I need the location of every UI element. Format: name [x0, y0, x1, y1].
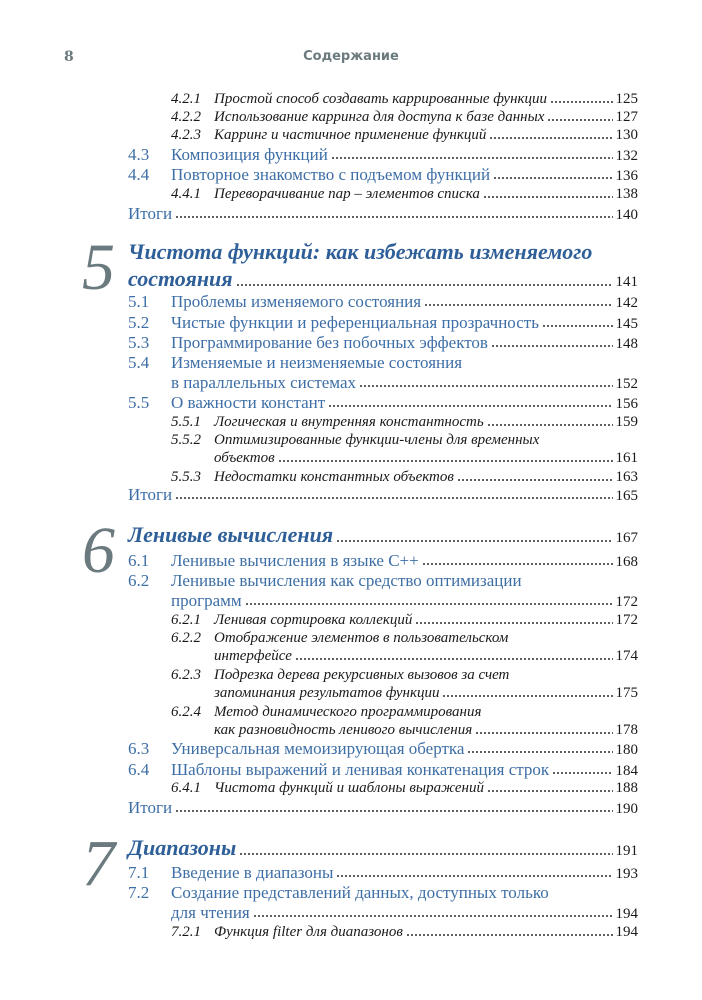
entry-title: Чистота функций и шаблоны выражений	[214, 780, 484, 796]
entry-title: Подрезка дерева рекурсивных вызовов за счет	[214, 667, 510, 683]
entry-title: Метод динамического программирования	[214, 704, 482, 720]
entry-title: Проблемы изменяемого состояния	[171, 292, 422, 311]
dot-leader	[491, 344, 613, 348]
page-ref: 140	[615, 207, 638, 223]
page-ref: 193	[615, 866, 638, 882]
entry-title: Итоги	[128, 798, 173, 817]
section-number: 5.1	[128, 292, 150, 311]
page-ref: 161	[615, 450, 638, 466]
section-number: 6.1	[128, 551, 150, 570]
page-ref: 163	[615, 469, 638, 485]
page-ref: 152	[615, 376, 638, 392]
toc-entry[interactable]	[171, 184, 638, 204]
entry-title: Изменяемые и неизменяемые состояния	[171, 353, 463, 372]
dot-leader	[245, 602, 613, 606]
dot-leader	[483, 195, 613, 199]
section-number: 6.3	[128, 739, 150, 758]
chapter-number: 6	[82, 514, 115, 587]
toc-entry[interactable]	[171, 628, 509, 648]
summary-entry[interactable]	[128, 204, 638, 224]
section-number: 4.4	[128, 165, 150, 184]
toc-entry[interactable]	[128, 292, 638, 312]
page-ref: 168	[615, 554, 638, 570]
page-ref: 194	[615, 924, 638, 940]
entry-title: объектов	[214, 450, 275, 466]
toc-entry[interactable]	[171, 89, 638, 109]
chapter-number: 5	[82, 231, 115, 304]
page-ref: 138	[615, 186, 638, 202]
section-number: 5.2	[128, 313, 150, 332]
page-ref: 142	[615, 295, 638, 311]
entry-title: Чистота функций: как избежать изменяемого	[128, 239, 593, 264]
toc-entry[interactable]	[171, 903, 638, 923]
dot-leader	[236, 283, 613, 287]
entry-title: Ленивые вычисления как средство оптимизации	[171, 571, 522, 590]
dot-leader	[415, 621, 612, 625]
toc-entry[interactable]	[128, 333, 638, 353]
entry-title: состояния	[128, 266, 233, 291]
entry-title: запоминания результатов функции	[214, 685, 440, 701]
section-number: 5.4	[128, 353, 150, 372]
section-number: 5.5	[128, 393, 150, 412]
page-ref: 159	[615, 414, 638, 430]
entry-title: Итоги	[128, 485, 173, 504]
toc-entry[interactable]	[128, 313, 638, 333]
page-ref: 141	[615, 274, 638, 290]
dot-leader	[359, 384, 613, 388]
entry-title: Ленивая сортировка коллекций	[214, 612, 413, 628]
section-number: 5.5.2	[171, 432, 201, 448]
dot-leader	[331, 156, 613, 160]
page-ref: 136	[615, 168, 638, 184]
dot-leader	[175, 215, 612, 219]
page-ref: 145	[615, 316, 638, 332]
page-ref: 188	[615, 780, 638, 796]
page-ref: 180	[615, 742, 638, 758]
toc-entry[interactable]	[171, 430, 540, 450]
section-number: 6.4.1	[171, 780, 201, 796]
page-ref: 130	[615, 127, 638, 143]
toc-entry[interactable]	[214, 720, 638, 740]
entry-title: Программирование без побочных эффектов	[171, 333, 488, 352]
entry-title: Недостатки константных объектов	[214, 469, 454, 485]
entry-title: для чтения	[171, 903, 250, 922]
section-number: 5.3	[128, 333, 150, 352]
toc-entry[interactable]	[128, 353, 463, 373]
dot-leader	[336, 874, 612, 878]
section-number: 6.2	[128, 571, 150, 590]
toc-entry[interactable]	[128, 165, 638, 185]
dot-leader	[550, 100, 612, 104]
section-number: 6.2.4	[171, 704, 201, 720]
section-number: 4.2.1	[171, 91, 201, 107]
page-ref: 125	[615, 91, 638, 107]
entry-title: Создание представлений данных, доступных только	[171, 883, 549, 902]
chapter-entry[interactable]	[128, 522, 638, 548]
dot-leader	[442, 694, 612, 698]
section-number: 7.2	[128, 883, 150, 902]
toc-entry[interactable]	[128, 551, 638, 571]
section-number: 4.2.3	[171, 127, 201, 143]
section-number: 4.3	[128, 145, 150, 164]
dot-leader	[493, 176, 612, 180]
entry-title: Переворачивание пар – элементов списка	[214, 186, 480, 202]
dot-leader	[253, 914, 613, 918]
entry-title: Использование карринга для доступа к базе данных	[214, 109, 545, 125]
toc-entry[interactable]	[128, 760, 638, 780]
dot-leader	[278, 459, 613, 463]
dot-leader	[336, 539, 612, 543]
page-number: 8	[64, 49, 74, 65]
chapter-entry[interactable]	[128, 266, 638, 292]
toc-entry[interactable]	[214, 448, 638, 468]
running-header: Содержание	[303, 49, 399, 64]
entry-title: Простой способ создавать каррированные функции	[214, 91, 548, 107]
dot-leader	[467, 750, 612, 754]
entry-title: Шаблоны выражений и ленивая конкатенация строк	[171, 760, 550, 779]
toc-entry[interactable]	[171, 373, 638, 393]
page-ref: 167	[615, 530, 638, 546]
toc-entry[interactable]	[171, 778, 638, 798]
entry-title: Ленивые вычисления	[128, 522, 334, 547]
section-number: 6.2.2	[171, 630, 201, 646]
page-ref: 174	[615, 648, 638, 664]
page-ref: 194	[615, 906, 638, 922]
toc-entry[interactable]	[128, 863, 638, 883]
dot-leader	[239, 852, 612, 856]
section-number: 6.2.1	[171, 612, 201, 628]
page-ref: 165	[615, 488, 638, 504]
section-number: 7.2.1	[171, 924, 201, 940]
toc-entry[interactable]	[128, 393, 638, 413]
entry-title: О важности констант	[171, 393, 326, 412]
section-number: 4.4.1	[171, 186, 201, 202]
toc-entry[interactable]	[214, 646, 638, 666]
entry-title: Оптимизированные функции-члены для временных	[214, 432, 540, 448]
entry-title: Функция filter для диапазонов	[214, 924, 403, 940]
toc-entry[interactable]	[171, 702, 482, 722]
page-ref: 191	[615, 843, 638, 859]
page-ref: 175	[615, 685, 638, 701]
page-ref: 184	[615, 763, 638, 779]
summary-entry[interactable]	[128, 485, 638, 505]
toc-entry[interactable]	[171, 412, 638, 432]
page-ref: 172	[615, 612, 638, 628]
dot-leader	[552, 771, 612, 775]
toc-entry[interactable]	[128, 883, 549, 903]
dot-leader	[457, 478, 613, 482]
page-ref: 178	[615, 722, 638, 738]
dot-leader	[542, 324, 613, 328]
entry-title: Карринг и частичное применение функций	[214, 127, 487, 143]
entry-title: интерфейсе	[214, 648, 292, 664]
summary-entry[interactable]	[128, 798, 638, 818]
entry-title: как разновидность ленивого вычисления	[214, 722, 473, 738]
dot-leader	[487, 789, 613, 793]
toc-entry[interactable]	[128, 145, 638, 165]
page-ref: 172	[615, 594, 638, 610]
toc-entry[interactable]	[171, 107, 638, 127]
dot-leader	[175, 496, 612, 500]
section-number: 4.2.2	[171, 109, 201, 125]
entry-title: Итоги	[128, 204, 173, 223]
dot-leader	[295, 657, 613, 661]
dot-leader	[424, 303, 612, 307]
entry-title: Ленивые вычисления в языке C++	[171, 551, 419, 570]
dot-leader	[328, 404, 612, 408]
page-ref: 156	[615, 396, 638, 412]
chapter-entry[interactable]	[128, 239, 592, 265]
dot-leader	[489, 136, 612, 140]
dot-leader	[547, 118, 612, 122]
toc-entry[interactable]	[171, 610, 638, 630]
entry-title: программ	[171, 591, 242, 610]
section-number: 5.5.3	[171, 469, 201, 485]
toc-entry[interactable]	[171, 125, 638, 145]
page-ref: 148	[615, 336, 638, 352]
entry-title: Введение в диапазоны	[171, 863, 334, 882]
dot-leader	[406, 933, 613, 937]
toc-entry[interactable]	[171, 922, 638, 942]
dot-leader	[175, 809, 612, 813]
toc-entry[interactable]	[171, 665, 510, 685]
entry-title: Диапазоны	[128, 835, 237, 860]
entry-title: Композиция функций	[171, 145, 328, 164]
entry-title: Универсальная мемоизирующая обертка	[171, 739, 465, 758]
page-ref: 190	[615, 801, 638, 817]
page-ref: 132	[615, 148, 638, 164]
toc-entry[interactable]	[171, 467, 638, 487]
entry-title: Отображение элементов в пользовательском	[214, 630, 509, 646]
dot-leader	[422, 562, 613, 566]
toc-entry[interactable]	[128, 739, 638, 759]
entry-title: Повторное знакомство с подъемом функций	[171, 165, 491, 184]
section-number: 6.4	[128, 760, 150, 779]
toc-entry[interactable]	[128, 571, 522, 591]
entry-title: Логическая и внутренняя константность	[214, 414, 484, 430]
chapter-entry[interactable]	[128, 835, 638, 861]
dot-leader	[487, 423, 613, 427]
entry-title: Чистые функции и референциальная прозрачность	[171, 313, 539, 332]
section-number: 7.1	[128, 863, 150, 882]
chapter-number: 7	[82, 827, 115, 900]
toc-entry[interactable]	[214, 683, 638, 703]
section-number: 6.2.3	[171, 667, 201, 683]
toc-entry[interactable]	[171, 591, 638, 611]
section-number: 5.5.1	[171, 414, 201, 430]
dot-leader	[475, 731, 612, 735]
entry-title: в параллельных системах	[171, 373, 356, 392]
page-ref: 127	[615, 109, 638, 125]
